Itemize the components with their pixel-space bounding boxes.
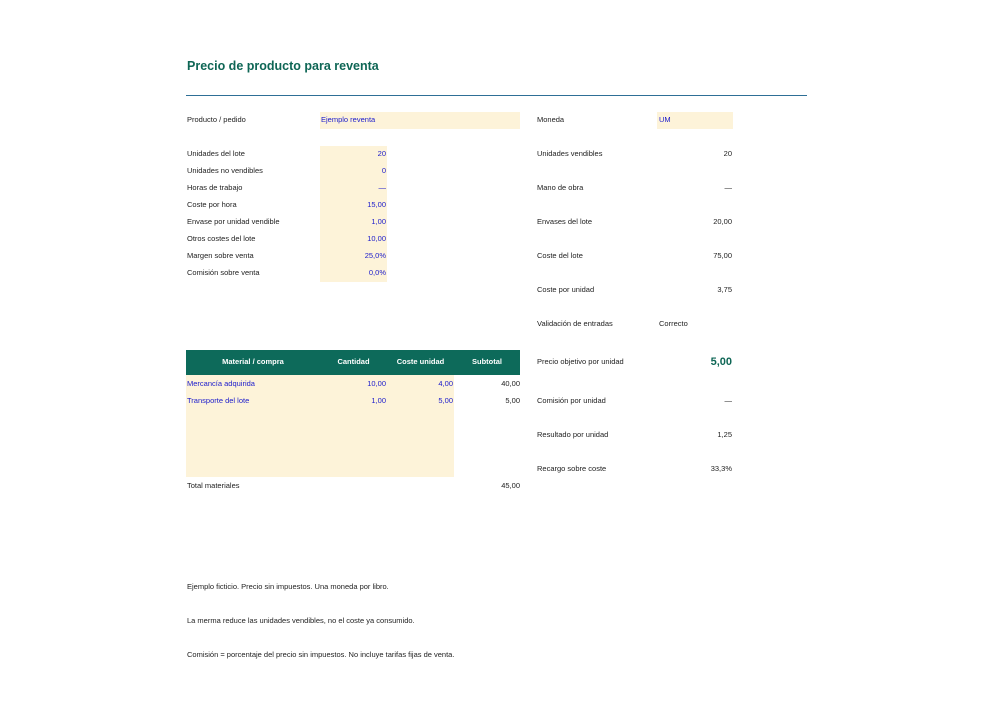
material-name[interactable]: Mercancía adquirida	[187, 379, 255, 388]
title-divider	[186, 95, 807, 96]
total-materiales-value: 45,00	[501, 481, 520, 490]
mano-de-obra-value: —	[724, 183, 732, 192]
input-label: Otros costes del lote	[187, 234, 256, 243]
materials-input-fill[interactable]	[186, 375, 454, 477]
validacion-label: Validación de entradas	[537, 319, 613, 328]
material-unit-cost[interactable]: 4,00	[438, 379, 453, 388]
recargo-coste-value: 33,3%	[710, 464, 732, 473]
note: Ejemplo ficticio. Precio sin impuestos. Una moneda por libro.	[187, 582, 389, 591]
input-label: Unidades no vendibles	[187, 166, 263, 175]
input-label: Envase por unidad vendible	[187, 217, 280, 226]
envases-lote-value: 20,00	[713, 217, 732, 226]
input-value[interactable]: 20	[377, 149, 386, 158]
input-label: Coste por hora	[187, 200, 237, 209]
column-header: Material / compra	[222, 357, 284, 366]
precio-objetivo-value: 5,00	[710, 356, 732, 368]
comision-unidad-value: —	[724, 396, 732, 405]
material-unit-cost[interactable]: 5,00	[438, 396, 453, 405]
material-qty[interactable]: 1,00	[371, 396, 386, 405]
note: La merma reduce las unidades vendibles, no el coste ya consumido.	[187, 616, 415, 625]
material-name[interactable]: Transporte del lote	[187, 396, 250, 405]
total-materiales-label: Total materiales	[187, 481, 240, 490]
column-header: Subtotal	[472, 357, 502, 366]
resultado-unidad-label: Resultado por unidad	[537, 430, 609, 439]
input-value[interactable]: 15,00	[367, 200, 386, 209]
input-value[interactable]: 10,00	[367, 234, 386, 243]
mano-de-obra-label: Mano de obra	[537, 183, 584, 192]
unidades-vendibles-label: Unidades vendibles	[537, 149, 603, 158]
resultado-unidad-value: 1,25	[717, 430, 732, 439]
input-value[interactable]: 1,00	[371, 217, 386, 226]
coste-lote-label: Coste del lote	[537, 251, 583, 260]
envases-lote-label: Envases del lote	[537, 217, 593, 226]
producto-label: Producto / pedido	[187, 115, 246, 124]
input-label: Unidades del lote	[187, 149, 245, 158]
column-header: Coste unidad	[396, 357, 445, 366]
material-qty[interactable]: 10,00	[367, 379, 386, 388]
material-subtotal: 40,00	[501, 379, 520, 388]
coste-lote-value: 75,00	[713, 251, 732, 260]
page-title: Precio de producto para reventa	[187, 59, 379, 73]
input-value[interactable]: —	[378, 183, 386, 192]
unidades-vendibles-value: 20	[723, 149, 732, 158]
note: Comisión = porcentaje del precio sin impuestos. No incluye tarifas fijas de venta.	[187, 650, 455, 659]
precio-objetivo-label: Precio objetivo por unidad	[537, 357, 624, 366]
moneda-label: Moneda	[537, 115, 565, 124]
material-subtotal: 5,00	[505, 396, 520, 405]
coste-unidad-value: 3,75	[717, 285, 732, 294]
recargo-coste-label: Recargo sobre coste	[537, 464, 607, 473]
input-label: Horas de trabajo	[187, 183, 243, 192]
input-value[interactable]: 0	[381, 166, 386, 175]
producto-input[interactable]: Ejemplo reventa	[321, 115, 376, 124]
comision-unidad-label: Comisión por unidad	[537, 396, 606, 405]
input-label: Margen sobre venta	[187, 251, 254, 260]
validacion-value: Correcto	[659, 319, 688, 328]
coste-unidad-label: Coste por unidad	[537, 285, 595, 294]
input-value[interactable]: 0,0%	[368, 268, 386, 277]
materials-table-header	[186, 350, 520, 375]
input-label: Comisión sobre venta	[187, 268, 260, 277]
input-value[interactable]: 25,0%	[364, 251, 386, 260]
moneda-input[interactable]: UM	[659, 115, 671, 124]
column-header: Cantidad	[337, 357, 370, 366]
